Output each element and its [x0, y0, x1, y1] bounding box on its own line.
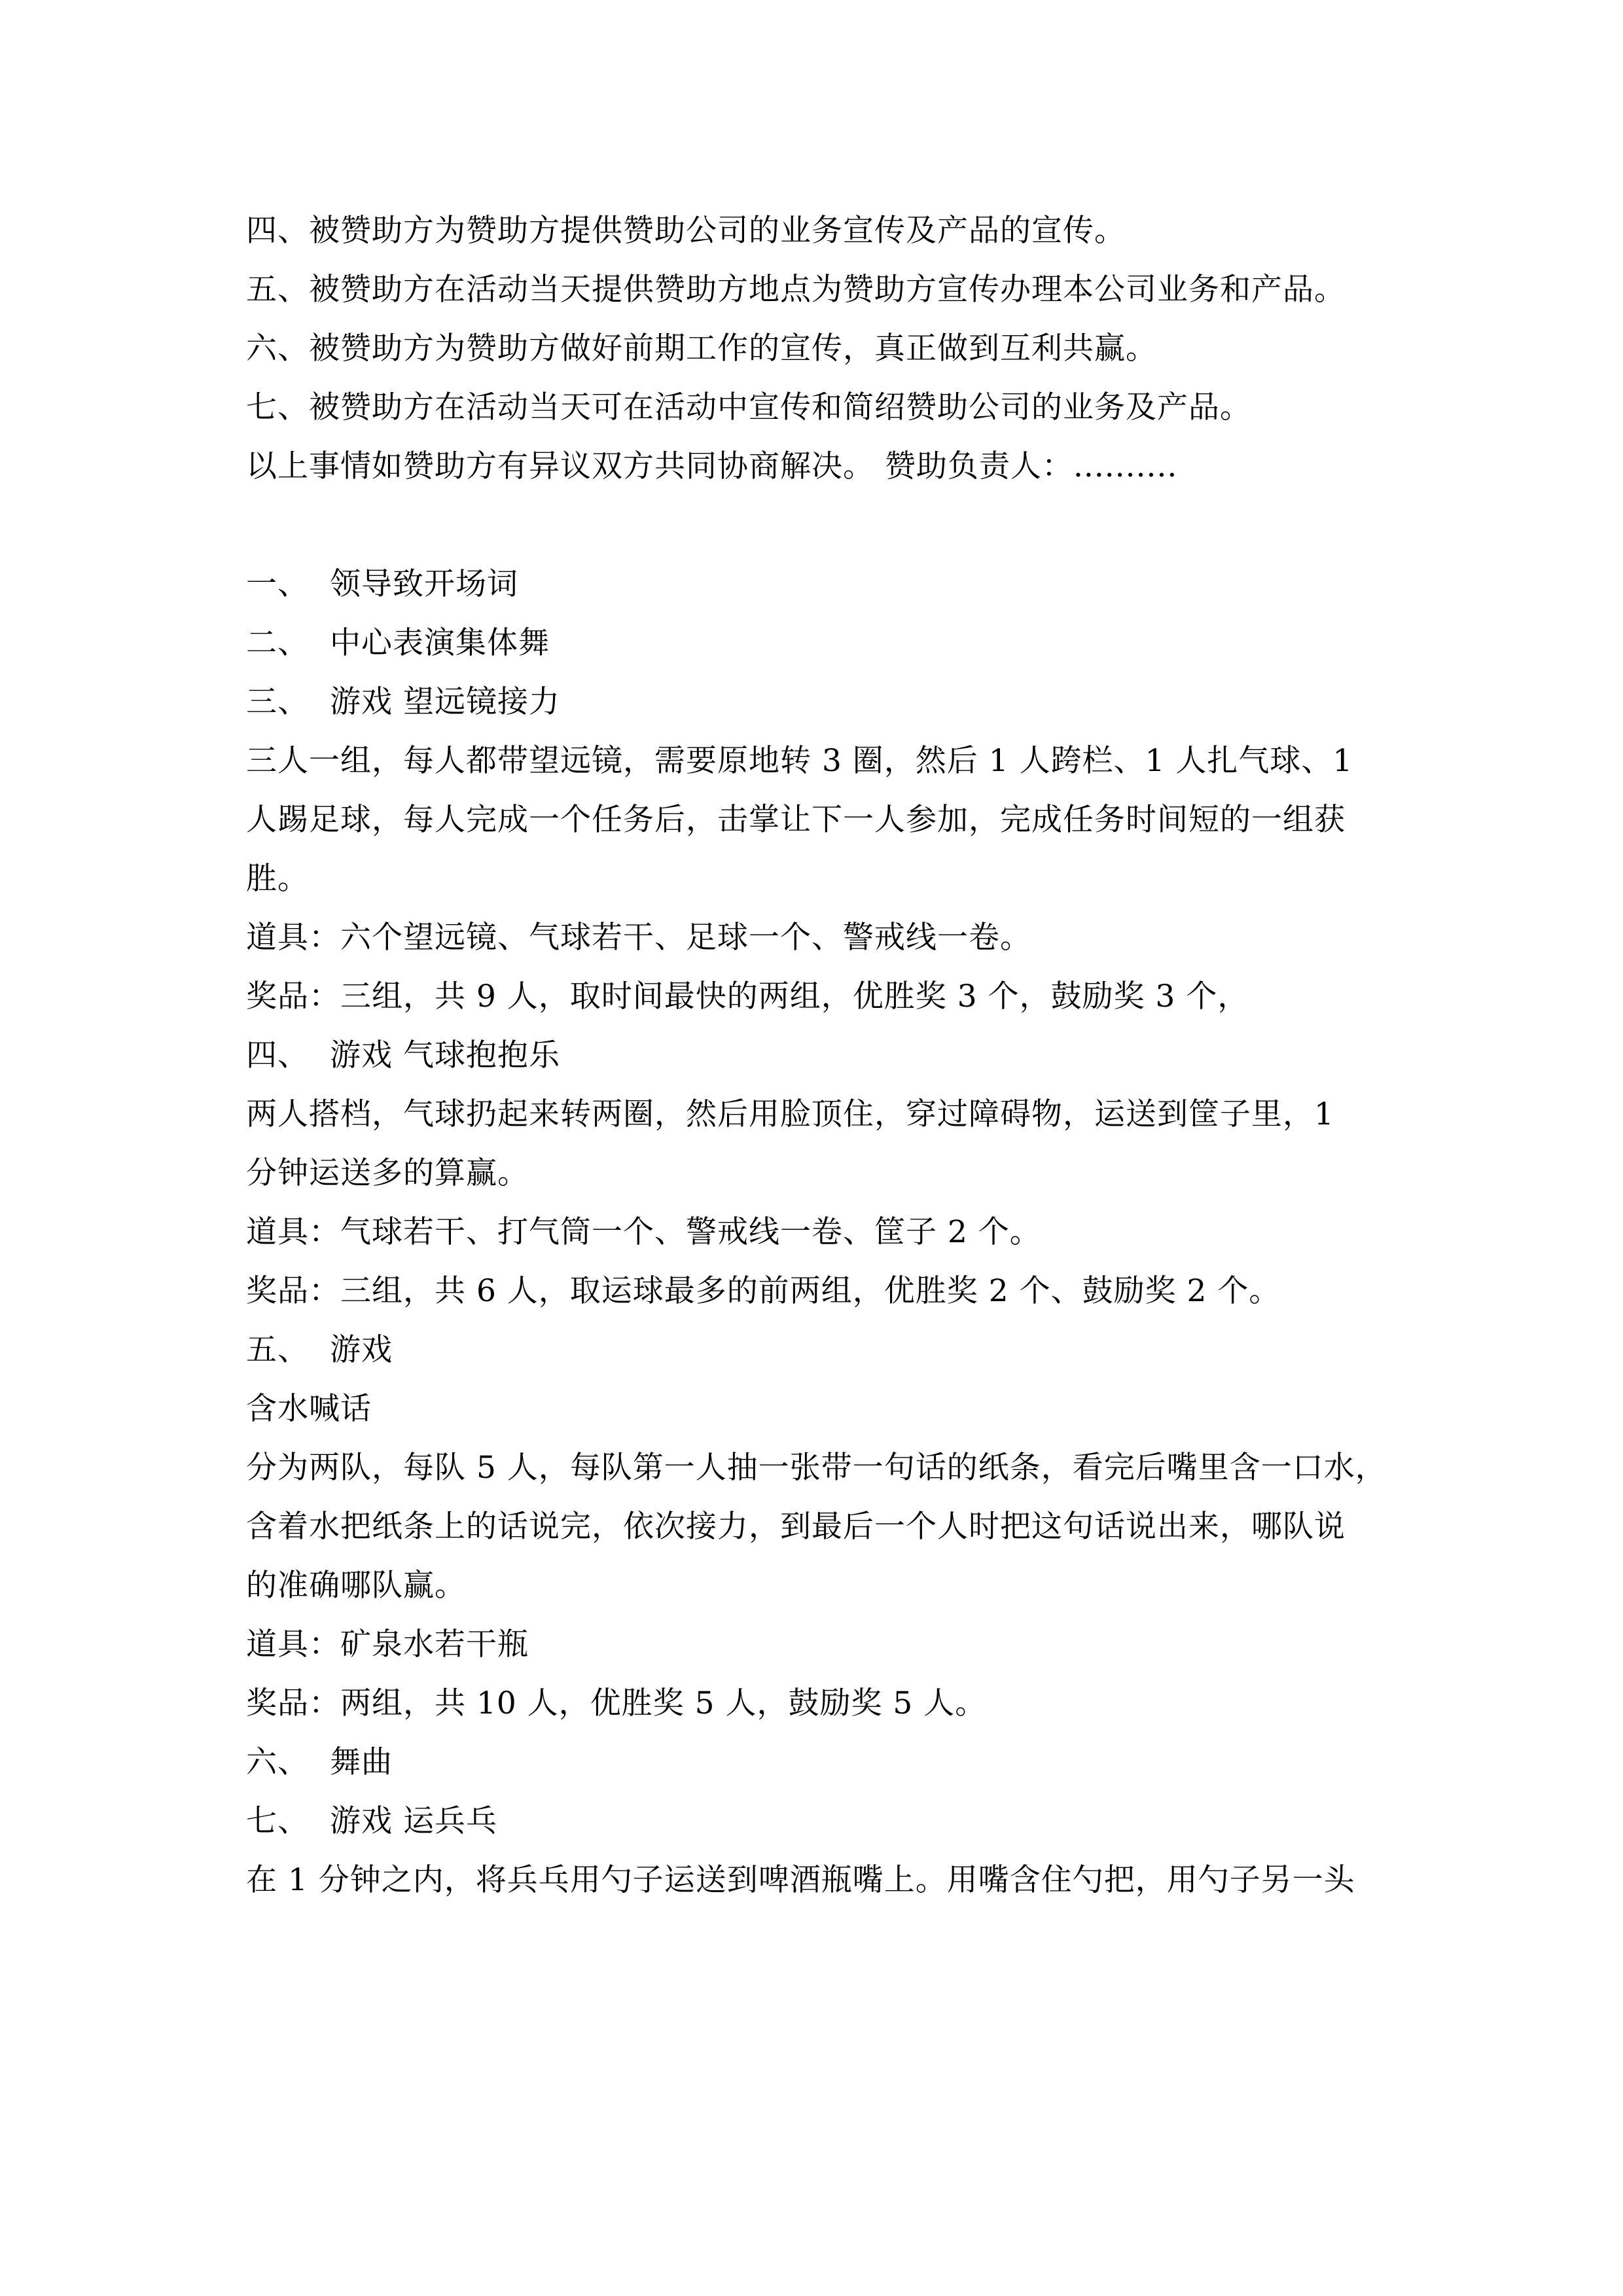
item-3-desc-line: 胜。: [246, 861, 309, 897]
program-item-3: [246, 673, 1411, 732]
sponsor-closing: 以上事情如赞助方有异议双方共同协商解决。 赞助负责人：..........: [246, 448, 1178, 484]
sponsor-term-5: 五、被赞助方在活动当天提供赞助方地点为赞助方宣传办理本公司业务和产品。: [246, 272, 1346, 308]
item-title: 游戏: [330, 1332, 393, 1368]
program-item-4: [246, 1026, 1411, 1085]
item-5-desc-line: 的准确哪队赢。: [246, 1568, 466, 1604]
item-3-desc-line: 人踢足球，每人完成一个任务后，击掌让下一人参加，完成任务时间短的一组获: [246, 802, 1346, 838]
program-item-5: [246, 1321, 1411, 1380]
item-5-desc-line: 分为两队，每队 5 人，每队第一人抽一张带一句话的纸条，看完后嘴里含一口水，: [246, 1450, 1387, 1486]
item-number: 六、: [246, 1744, 309, 1780]
item-number: 四、: [246, 1037, 309, 1073]
item-3-desc-line: 三人一组，每人都带望远镜，需要原地转 3 圈，然后 1 人跨栏、1 人扎气球、1: [246, 743, 1353, 779]
sponsor-term-4: 四、被赞助方为赞助方提供赞助公司的业务宣传及产品的宣传。: [246, 213, 1126, 249]
program-item-7: [246, 1792, 1411, 1851]
item-number: 二、: [246, 625, 309, 661]
item-number: 五、: [246, 1332, 309, 1368]
item-3-props: 道具：六个望远镜、气球若干、足球一个、警戒线一卷。: [246, 920, 1031, 956]
item-number: 一、: [246, 566, 309, 602]
item-5-desc-line: 含着水把纸条上的话说完，依次接力，到最后一个人时把这句话说出来，哪队说: [246, 1509, 1346, 1545]
item-title: 游戏 运兵乓: [330, 1803, 497, 1839]
item-5-subtitle: 含水喊话: [246, 1391, 372, 1427]
program-item-1: [246, 555, 1411, 614]
sponsor-term-7: 七、被赞助方在活动当天可在活动中宣传和简绍赞助公司的业务及产品。: [246, 389, 1251, 425]
item-4-props: 道具：气球若干、打气筒一个、警戒线一卷、筐子 2 个。: [246, 1214, 1041, 1250]
item-4-prizes: 奖品：三组，共 6 人，取运球最多的前两组，优胜奖 2 个、鼓励奖 2 个。: [246, 1273, 1281, 1309]
item-3-prizes: 奖品：三组，共 9 人，取时间最快的两组，优胜奖 3 个，鼓励奖 3 个，: [246, 978, 1249, 1014]
sponsor-term-6: 六、被赞助方为赞助方做好前期工作的宣传，真正做到互利共赢。: [246, 331, 1157, 367]
item-4-desc-line: 分钟运送多的算赢。: [246, 1155, 529, 1191]
item-number: 七、: [246, 1803, 309, 1839]
program-item-2: [246, 614, 1411, 673]
program-item-6: [246, 1733, 1411, 1792]
item-title: 舞曲: [330, 1744, 393, 1780]
item-4-desc-line: 两人搭档，气球扔起来转两圈，然后用脸顶住，穿过障碍物，运送到筐子里，1: [246, 1096, 1334, 1132]
item-title: 游戏 望远镜接力: [330, 684, 560, 720]
item-7-desc-line: 在 1 分钟之内，将兵乓用勺子运送到啤酒瓶嘴上。用嘴含住勺把，用勺子另一头: [246, 1862, 1355, 1898]
document-body: [246, 202, 1411, 1910]
section-gap: [246, 496, 1411, 555]
item-title: 领导致开场词: [330, 566, 518, 602]
item-number: 三、: [246, 684, 309, 720]
item-title: 游戏 气球抱抱乐: [330, 1037, 560, 1073]
item-5-props: 道具：矿泉水若干瓶: [246, 1626, 529, 1662]
item-title: 中心表演集体舞: [330, 625, 550, 661]
item-5-prizes: 奖品：两组，共 10 人，优胜奖 5 人，鼓励奖 5 人。: [246, 1685, 987, 1721]
